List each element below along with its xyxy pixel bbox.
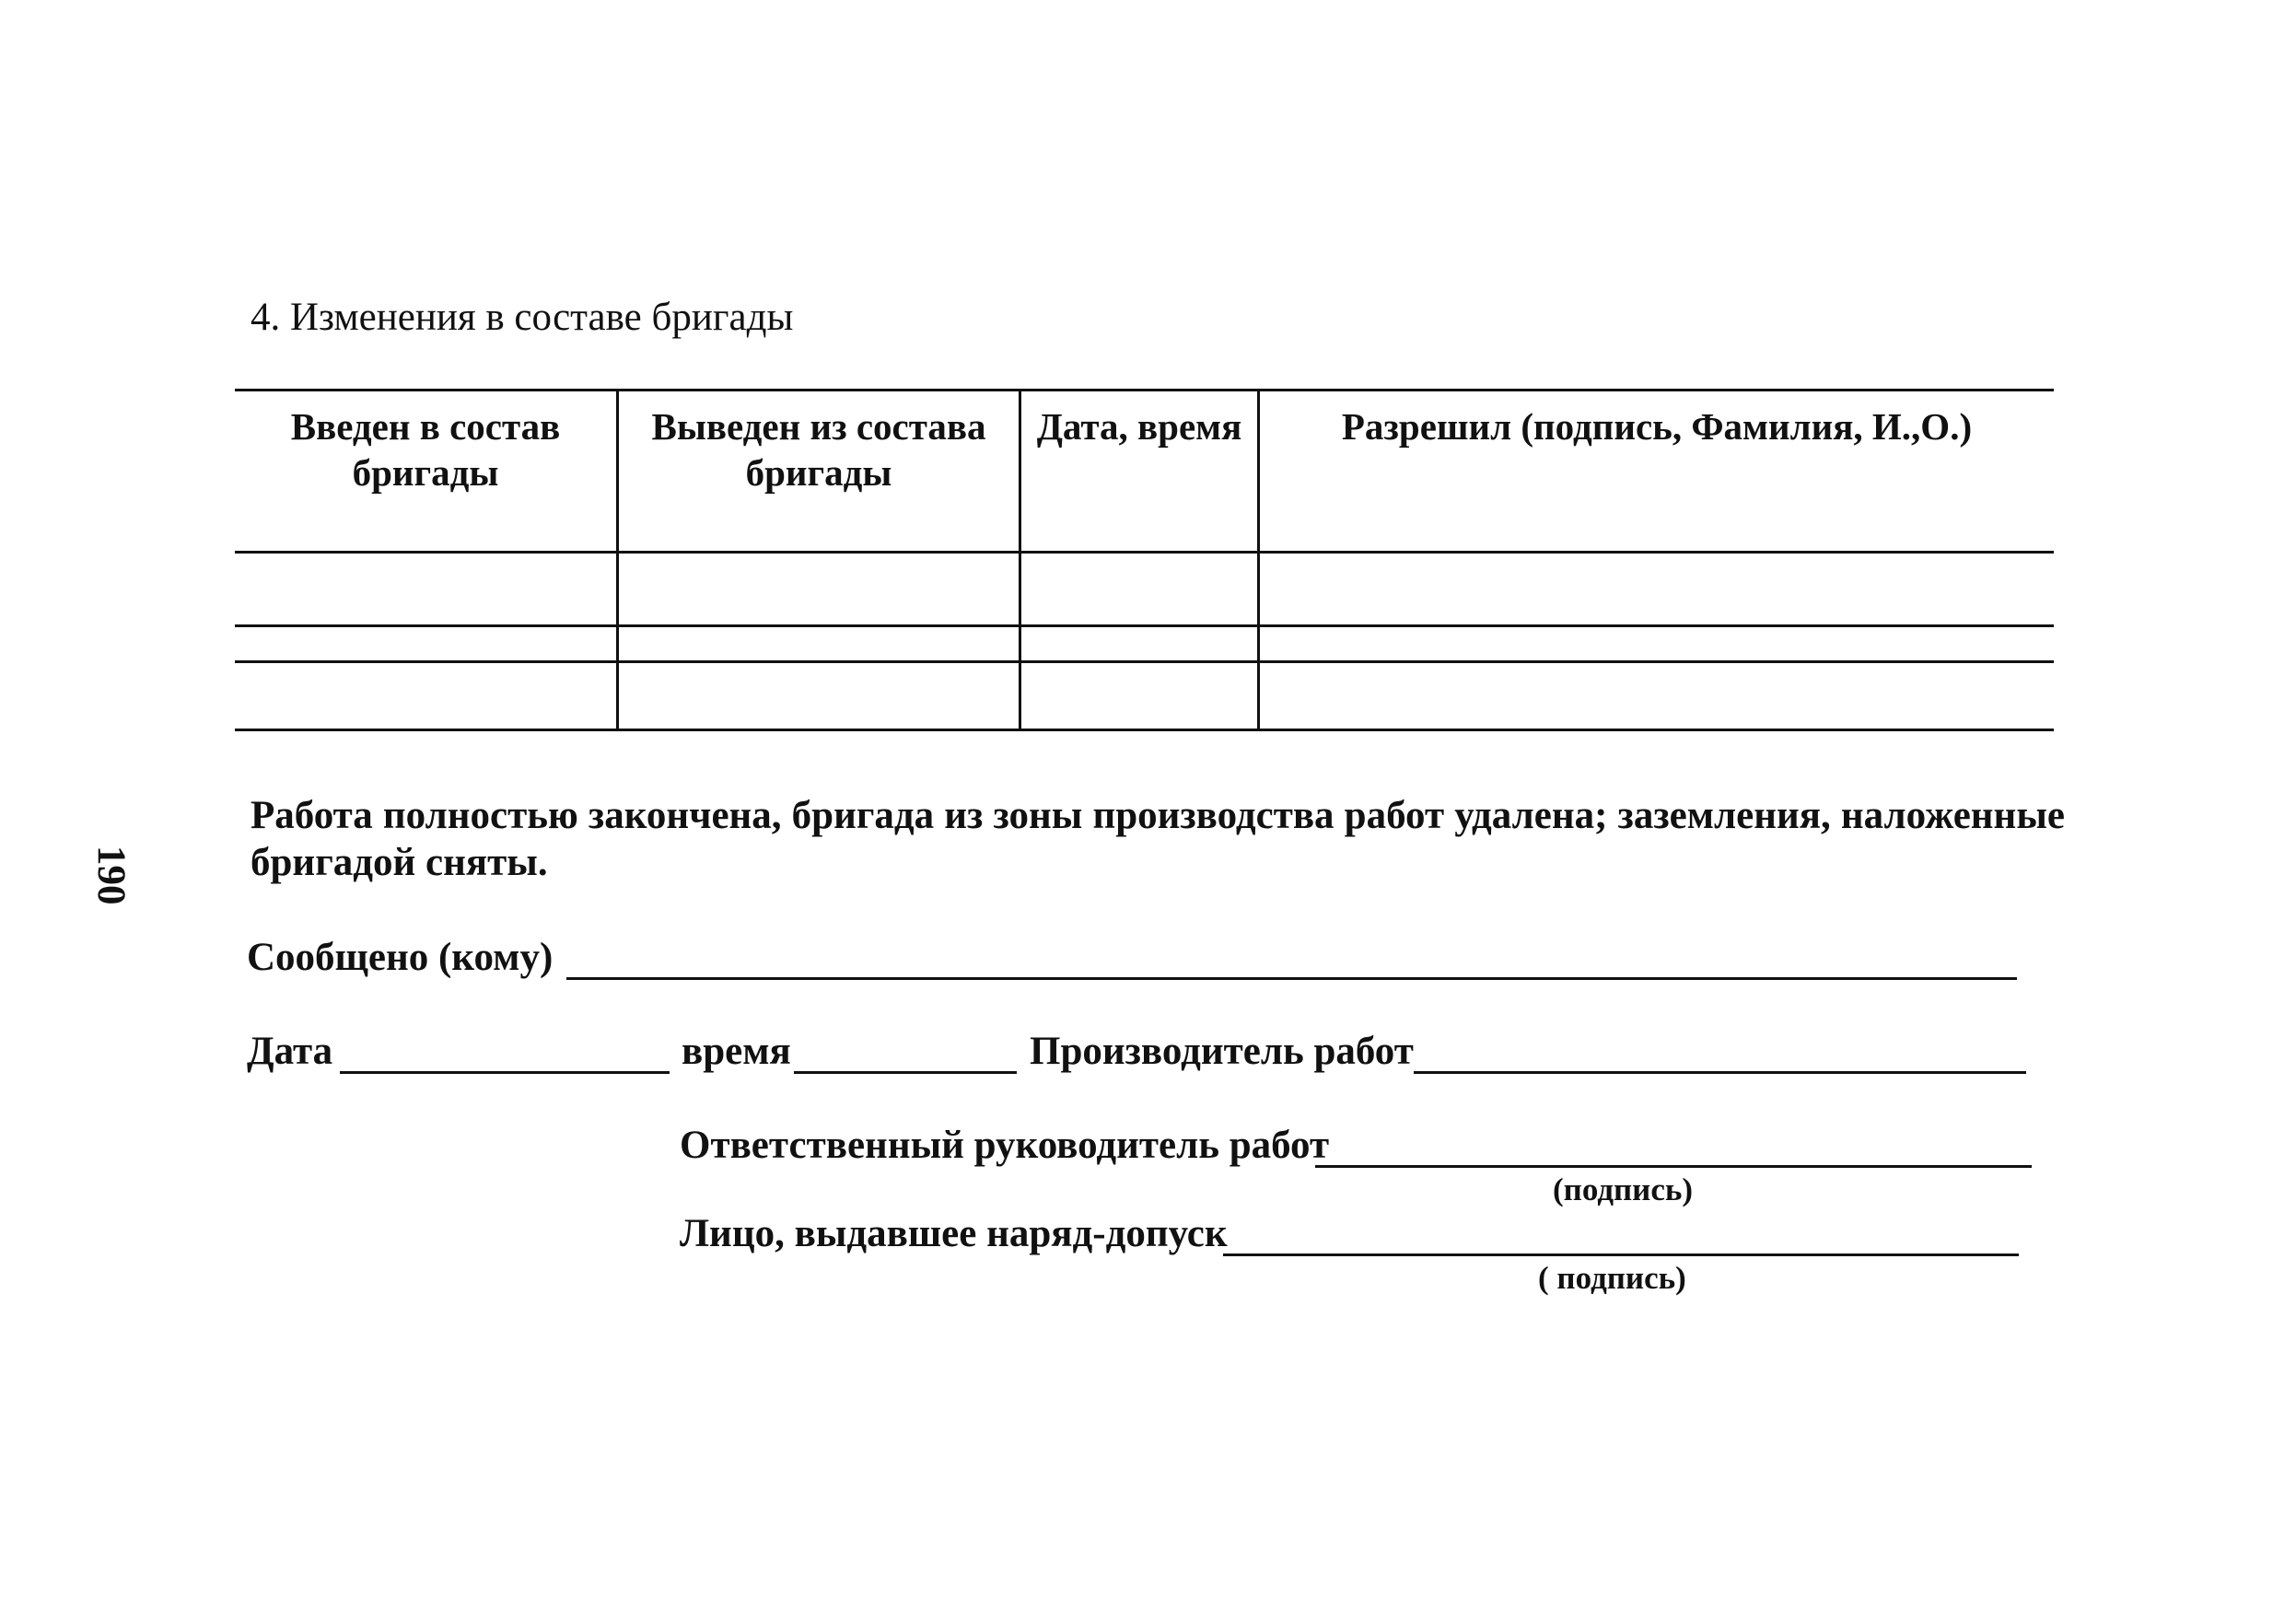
responsible-manager-signature-field[interactable] — [1315, 1165, 2032, 1168]
table-row-divider — [235, 660, 2054, 663]
date-label: Дата — [247, 1030, 333, 1073]
column-header-added-to-crew — [235, 403, 616, 496]
column-header-line: Введен в состав — [290, 405, 561, 448]
column-header-date-time — [1021, 403, 1257, 449]
date-field[interactable] — [340, 1071, 670, 1074]
responsible-manager-signature-caption: (подпись) — [1553, 1172, 1694, 1207]
page-number: 190 — [89, 845, 133, 905]
permit-issuer-label: Лицо, выдавшее наряд-допуск — [680, 1212, 1228, 1255]
table-header-divider — [235, 551, 2054, 554]
work-producer-field[interactable] — [1414, 1071, 2026, 1074]
section-title: 4. Изменения в составе бригады — [251, 296, 794, 339]
completion-statement: Работа полностью закончена, бригада из зоны производства работ удалена; заземления, наложенные бригадой сняты. — [251, 794, 2065, 884]
column-header-line: Разрешил (подпись, Фамилия, И.,О.) — [1341, 405, 1973, 448]
column-header-line: Выведен из состава — [651, 405, 986, 448]
permit-issuer-signature-field[interactable] — [1223, 1253, 2019, 1256]
column-header-authorized-by — [1260, 403, 2054, 449]
column-header-line: Дата, время — [1036, 405, 1242, 448]
reported-to-label: Сообщено (кому) — [247, 936, 554, 979]
work-producer-label: Производитель работ — [1030, 1030, 1414, 1073]
column-header-removed-from-crew — [619, 403, 1019, 496]
column-header-line: бригады — [352, 451, 499, 494]
table-row-divider — [235, 624, 2054, 627]
table-bottom-border — [235, 729, 2054, 731]
time-field[interactable] — [794, 1071, 1017, 1074]
reported-to-field[interactable] — [566, 977, 2017, 980]
permit-issuer-signature-caption: ( подпись) — [1538, 1260, 1686, 1296]
table-top-border — [235, 389, 2054, 391]
column-header-line: бригады — [745, 451, 892, 494]
responsible-manager-label: Ответственный руководитель работ — [680, 1124, 1330, 1167]
time-label: время — [682, 1030, 791, 1073]
crew-changes-table — [235, 389, 2054, 731]
